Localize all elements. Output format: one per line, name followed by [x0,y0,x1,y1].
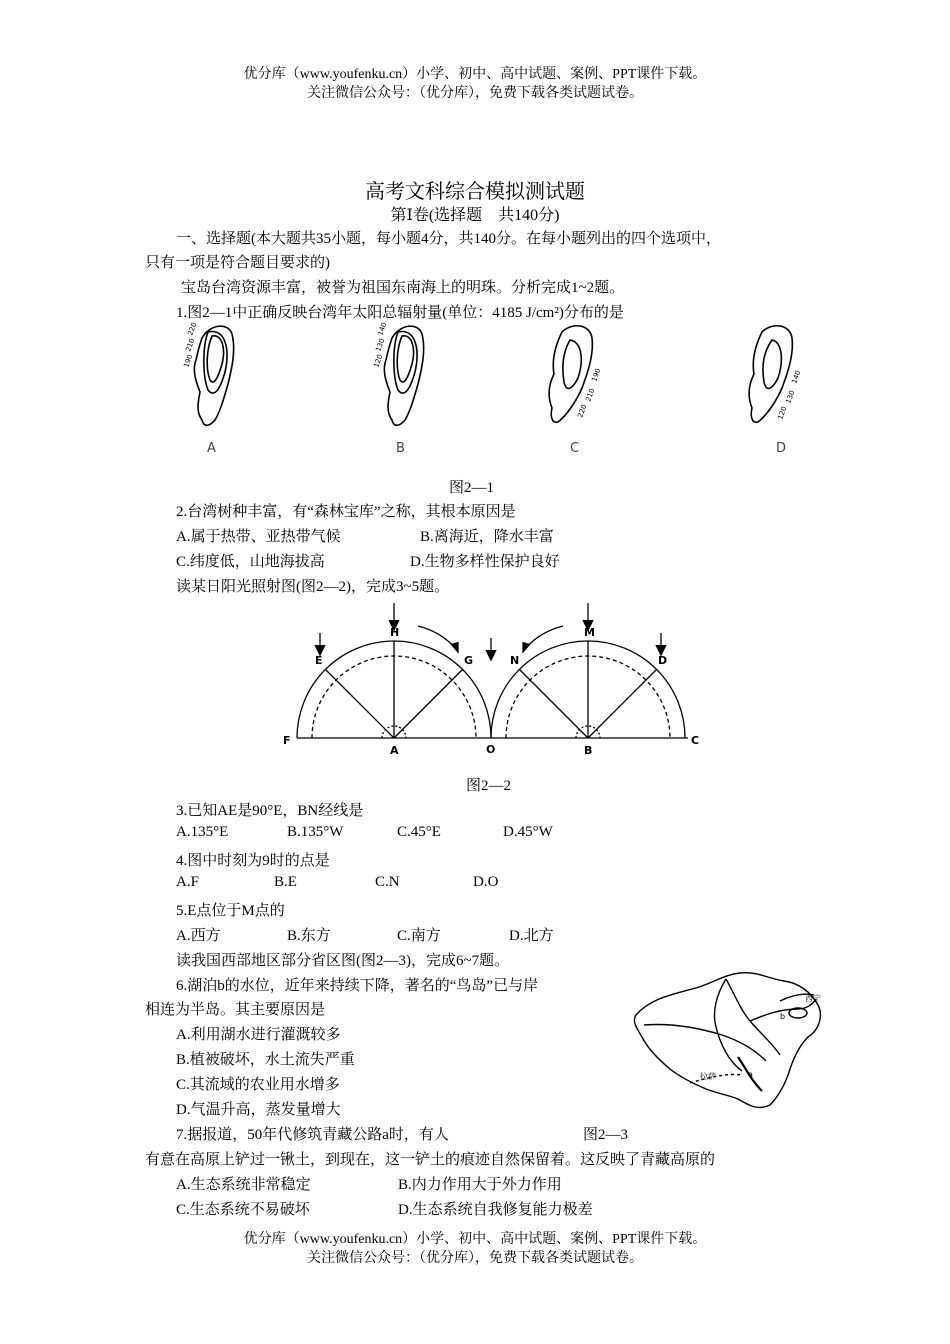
q4-option-a: A.F [176,874,199,890]
iso-d-1: 140 [790,369,803,385]
point-g: G [464,654,474,667]
q2-option-c: C.纬度低，山地海拔高 [176,554,325,570]
passage-western-china: 读我国西部地区部分省区图(图2—3)，完成6~7题。 [176,953,510,969]
label-lake-b: b [780,1012,786,1021]
fig1-caption: 图2—1 [449,480,495,496]
iso-b-3: 120 [372,353,385,369]
q6-option-d: D.气温升高，蒸发量增大 [176,1102,341,1118]
q3-stem: 3.已知AE是90°E，BN经线是 [176,803,364,819]
label-road-a: a [748,1070,753,1079]
q2-stem: 2.台湾树种丰富，有“森林宝库”之称，其根本原因是 [176,504,516,520]
footer-line-2: 关注微信公众号：（优分库），免费下载各类试题试卷。 [307,1251,643,1266]
q6-stem-line-1: 6.湖泊b的水位，近年来持续下降，著名的“鸟岛”已与岸 [176,978,539,994]
q6-stem-line-2: 相连为半岛。其主要原因是 [145,1002,326,1018]
q6-option-c: C.其流域的农业用水增多 [176,1077,340,1093]
header-line-2: 关注微信公众号：（优分库），免费下载各类试题试卷。 [307,86,643,101]
q3-option-d: D.45°W [503,824,553,840]
taiwan-map-b [384,326,423,425]
q3-option-a: A.135°E [176,824,229,840]
passage-taiwan: 宝岛台湾资源丰富，被誉为祖国东南海上的明珠。分析完成1~2题。 [181,280,625,296]
q2-option-a: A.属于热带、亚热带气候 [176,529,341,545]
passage-sunlight: 读某日阳光照射图(图2—2)，完成3~5题。 [176,579,450,595]
footer-line-1: 优分库（www.youfenku.cn）小学、初中、高中试题、案例、PPT课件下载。 [243,1232,707,1247]
iso-b-2: 130 [374,337,387,353]
q5-option-c: C.南方 [397,928,441,944]
q6-option-a: A.利用湖水进行灌溉较多 [176,1027,341,1043]
iso-d-2: 130 [784,389,797,405]
q5-option-a: A.西方 [176,928,221,944]
fig1-label-c: C [570,441,580,456]
fig1-label-b: B [396,441,405,456]
iso-b-1: 140 [376,321,389,337]
q4-stem: 4.图中时刻为9时的点是 [176,853,330,869]
q2-option-b: B.离海近，降水丰富 [420,529,554,545]
iso-a-3: 190 [182,353,195,369]
label-xining: 西宁 [805,994,821,1003]
q5-option-d: D.北方 [509,928,554,944]
point-o: O [486,743,496,756]
iso-a-2: 210 [184,337,197,353]
q4-option-b: B.E [274,874,297,890]
q7-stem-line-1: 7.据报道，50年代修筑青藏公路a时，有人 [176,1127,449,1143]
q1-stem: 1.图2—1中正确反映台湾年太阳总辐射量(单位：4185 J/cm²)分布的是 [176,305,624,321]
q5-stem: 5.E点位于M点的 [176,903,285,919]
iso-c-1: 190 [590,367,603,383]
q7-option-b: B.内力作用大于外力作用 [398,1177,562,1193]
point-h: H [390,626,400,639]
point-m: M [584,626,595,639]
q7-option-a: A.生态系统非常稳定 [176,1177,311,1193]
fig2-caption: 图2—2 [466,778,512,794]
point-f: F [283,734,291,747]
fig3-caption: 图2—3 [583,1127,629,1143]
q3-option-c: C.45°E [397,824,441,840]
figure-2-1 [170,320,820,465]
q3-option-b: B.135°W [287,824,344,840]
q7-option-d: D.生态系统自我修复能力极差 [398,1202,593,1218]
page-title: 高考文科综合模拟测试题 [365,181,585,203]
point-a: A [390,744,399,757]
taiwan-map-a [194,326,233,425]
point-e: E [315,654,323,667]
q7-option-c: C.生态系统不易破坏 [176,1202,310,1218]
label-lhasa: 拉萨 [700,1072,716,1081]
header-line-1: 优分库（www.youfenku.cn）小学、初中、高中试题、案例、PPT课件下载。 [243,67,707,82]
q5-option-b: B.东方 [287,928,331,944]
point-c: C [691,734,700,747]
q4-option-d: D.O [473,874,499,890]
iso-d-3: 120 [776,405,789,421]
figure-2-2 [270,598,710,763]
iso-c-3: 220 [576,403,589,419]
point-n: N [510,654,520,667]
page-subtitle: 第Ⅰ卷(选择题 共140分) [390,207,560,224]
fig1-label-a: A [207,441,216,456]
figure-2-3 [630,965,830,1120]
q7-stem-line-2: 有意在高原上铲过一锹土，到现在，这一铲土的痕迹自然保留着。这反映了青藏高原的 [145,1152,716,1168]
q2-option-d: D.生物多样性保护良好 [410,554,560,570]
q4-option-c: C.N [375,874,400,890]
point-b: B [584,744,593,757]
fig1-label-d: D [776,441,787,456]
q6-option-b: B.植被破坏，水土流失严重 [176,1052,355,1068]
intro-line-2: 只有一项是符合题目要求的) [145,255,330,271]
iso-c-2: 210 [584,387,597,403]
point-d: D [658,654,668,667]
iso-a-1: 220 [186,321,199,337]
intro-line-1: 一、选择题(本大题共35小题，每小题4分，共140分。在每小题列出的四个选项中， [176,231,721,247]
